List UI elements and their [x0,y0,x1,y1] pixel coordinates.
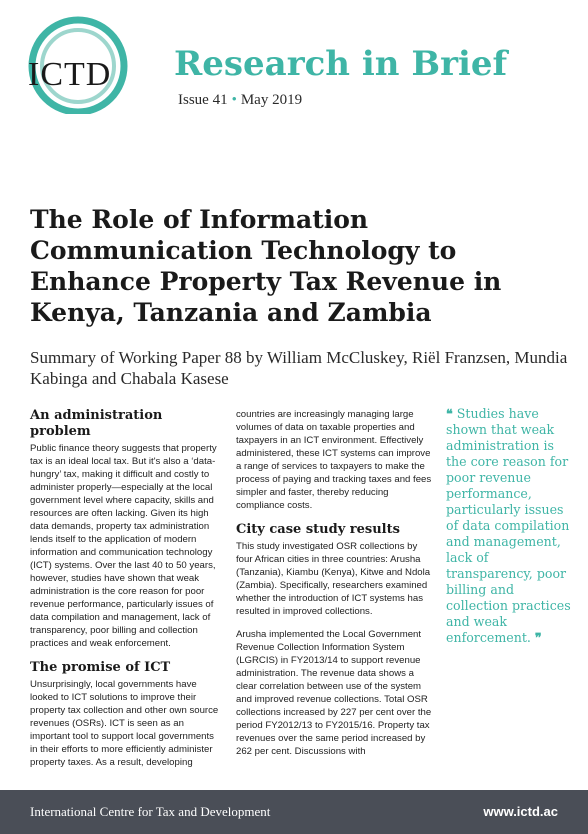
paragraph: Arusha implemented the Local Government Revenue Collection Information System (LGRCIS) in FY2013/14 to support revenue administration. The revenue data shows a clear correlation between use of the system and improved revenue collections. Total OSR collections increased by 227 per cent over the period FY2012/13 to FY2015/16. Property tax revenues over the same period increased by 262 per cent. Discussions with [236,629,432,757]
paragraph: This study investigated OSR collections by four African cities in three countries: Arusha (Tanzania), Kiambu (Kenya), Kitwe and Ndola (Zambia). Specifically, researchers examined whether the introduction of ICT systems has resulted in improved collections. [236,541,431,617]
paragraph: Public finance theory suggests that property tax is an ideal local tax. But it's also a ‘data-hungry’ tax, making it difficult and costly to administer properly—especially at the local government level where capacity, skills and resources are often lacking. Given its high data demands, property tax administration lends itself to the application of modern information and communication technology (ICT) systems. Over the last 40 to 50 years, however, studies have shown that weak administration is the core reason for poor revenue performance, particularly issues of data compilation and management, lack of transparency, poor billing and collection practices and weak enforcement. [30,443,217,649]
footer-bar [0,790,588,834]
summary-line: Summary of Working Paper 88 by William McCluskey, Riël Franzsen, Mundia Kabinga and Chabala Kasese [30,348,568,388]
issue-date: May 2019 [240,92,303,108]
section-heading: An administration problem [30,408,163,439]
ictd-logo [18,14,134,114]
pull-quote-text: Studies have shown that weak administration is the core reason for poor revenue performance, particularly issues of data compilation and management, lack of transparency, poor billing and collection practices and weak enforcement. [446,406,571,645]
logo-text: ICTD [28,56,112,93]
issue-number: Issue 41 [178,92,228,108]
column-1 [30,408,224,779]
close-quote-icon: ❞ [534,630,542,645]
section-heading: The promise of ICT [30,660,171,675]
series-title: Research in Brief [174,44,508,84]
open-quote-icon: ❝ [446,406,453,421]
column-2 [236,408,434,768]
separator-dot: • [231,92,237,108]
paragraph: Unsurprisingly, local governments have looked to ICT solutions to improve their property tax collection and other own source revenues (OSRs). ICT is seen as an important tool to support local governments in their efforts to more efficiently administer property taxes. As a result, developing [30,679,219,768]
pull-quote [446,406,576,646]
footer-org: International Centre for Tax and Development [30,804,271,819]
paragraph: countries are increasingly managing large volumes of data on taxable properties and taxpayers in an ICT environment. Effectively administered, these ICT systems can improve a range of services to taxpayers to make the process of paying and tracking taxes and fees simpler and faster, thereby reducing compliance costs. [236,409,432,511]
section-heading: City case study results [236,522,400,537]
page-title: The Role of Information Communication Technology to Enhance Property Tax Revenue in Kenya, Tanzania and Zambia [30,205,502,327]
footer-url-link[interactable]: www.ictd.ac [483,804,558,819]
issue-line [178,92,302,109]
